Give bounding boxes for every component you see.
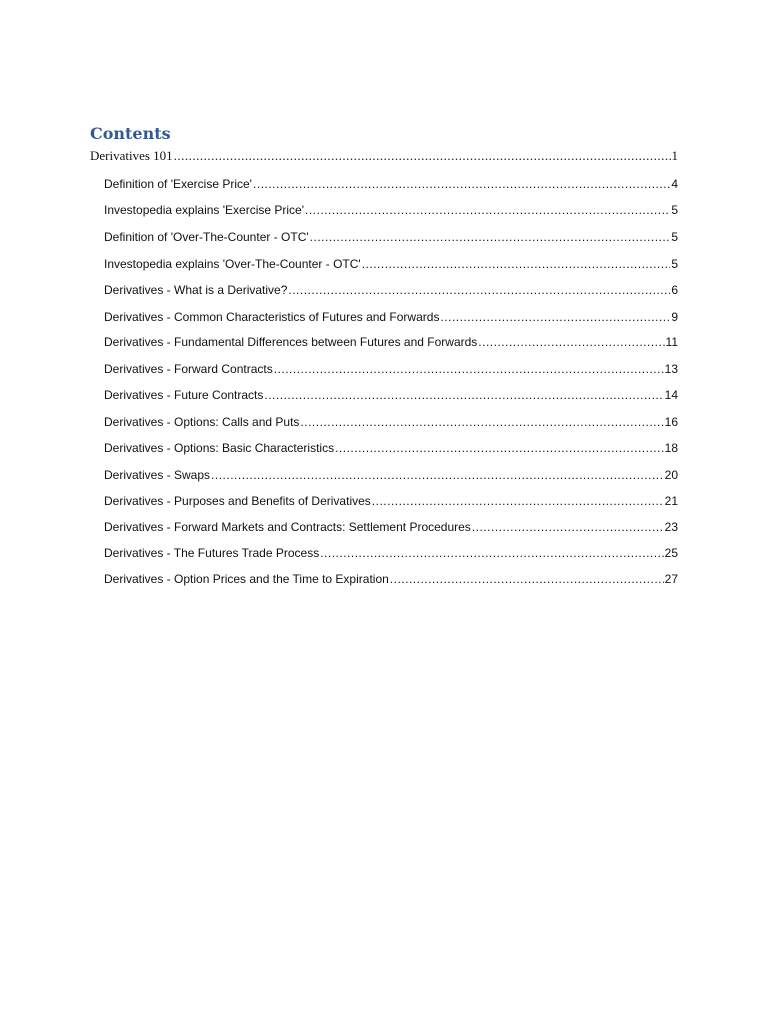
toc-dot-leader (211, 466, 664, 484)
toc-entry-title: Derivatives - Options: Calls and Puts (104, 415, 300, 429)
toc-entry-title: Derivatives - The Futures Trade Process (104, 546, 320, 560)
toc-page-number: 23 (664, 520, 678, 534)
toc-page-number: 5 (671, 203, 678, 217)
toc-entry-settlement-procedures[interactable] (104, 518, 678, 536)
toc-entry-title: Derivatives - Forward Contracts (104, 362, 273, 376)
toc-entry-title: Definition of 'Exercise Price' (104, 177, 252, 191)
toc-entry-future-contracts[interactable] (104, 386, 678, 404)
toc-page-number: 9 (671, 310, 678, 324)
toc-page-number: 20 (664, 468, 678, 482)
toc-dot-leader (478, 333, 664, 351)
toc-entry-options-calls-puts[interactable] (104, 413, 678, 431)
toc-entry-title: Derivatives - What is a Derivative? (104, 283, 288, 297)
toc-dot-leader (335, 439, 664, 457)
toc-entry-title: Derivatives - Purposes and Benefits of Derivatives (104, 494, 371, 508)
toc-entry-title: Investopedia explains 'Over-The-Counter - OTC' (104, 257, 361, 271)
toc-page-number: 13 (664, 362, 678, 376)
toc-entry-title: Derivatives - Forward Markets and Contracts: Settlement Procedures (104, 520, 471, 534)
toc-dot-leader (362, 255, 671, 273)
toc-entry-title: Derivatives - Fundamental Differences between Futures and Forwards (104, 335, 478, 349)
toc-dot-leader (372, 492, 664, 510)
toc-dot-leader (305, 201, 670, 219)
toc-dot-leader (274, 360, 664, 378)
toc-entry-title: Derivatives 101 (90, 148, 173, 163)
toc-dot-leader (390, 570, 664, 588)
toc-entry-investopedia-otc[interactable] (104, 255, 678, 273)
toc-page-number: 6 (671, 283, 678, 297)
toc-entry-purposes-benefits[interactable] (104, 492, 678, 510)
toc-page-number: 27 (664, 572, 678, 586)
toc-page-number: 5 (671, 257, 678, 271)
toc-page-number: 16 (664, 415, 678, 429)
toc-entry-forward-contracts[interactable] (104, 360, 678, 378)
toc-page-number: 4 (671, 177, 678, 191)
toc-dot-leader (472, 518, 664, 536)
toc-entry-futures-trade-process[interactable] (104, 544, 678, 562)
toc-entry-title: Derivatives - Swaps (104, 468, 211, 482)
toc-entry-investopedia-exercise-price[interactable] (104, 201, 678, 219)
toc-dot-leader (253, 175, 670, 193)
toc-dot-leader (300, 413, 663, 431)
toc-entry-title: Investopedia explains 'Exercise Price' (104, 203, 305, 217)
toc-dot-leader (174, 147, 671, 165)
toc-entry-title: Definition of 'Over-The-Counter - OTC' (104, 230, 309, 244)
toc-entry-title: Derivatives - Option Prices and the Time to Expiration (104, 572, 389, 586)
toc-heading: Contents (90, 124, 171, 143)
toc-entry-fundamental-differences[interactable] (104, 333, 678, 351)
toc-page-number: 1 (671, 148, 678, 163)
toc-page-number: 5 (671, 230, 678, 244)
toc-page-number: 14 (664, 388, 678, 402)
toc-dot-leader (264, 386, 663, 404)
toc-entry-common-characteristics[interactable] (104, 308, 678, 326)
toc-page-number: 25 (664, 546, 678, 560)
toc-page-number: 11 (665, 335, 678, 349)
toc-entry-title: Derivatives - Options: Basic Characteristics (104, 441, 335, 455)
toc-dot-leader (320, 544, 663, 562)
toc-entry-definition-otc[interactable] (104, 228, 678, 246)
toc-entry-definition-exercise-price[interactable] (104, 175, 678, 193)
toc-dot-leader (440, 308, 670, 326)
toc-entry-title: Derivatives - Future Contracts (104, 388, 264, 402)
toc-entry-option-prices-expiration[interactable] (104, 570, 678, 588)
toc-dot-leader (288, 281, 670, 299)
toc-dot-leader (310, 228, 671, 246)
toc-entry-title: Derivatives - Common Characteristics of Futures and Forwards (104, 310, 440, 324)
toc-entry-swaps[interactable] (104, 466, 678, 484)
toc-entry-derivatives-101[interactable] (90, 147, 678, 165)
toc-page-number: 18 (664, 441, 678, 455)
toc-entry-what-is-derivative[interactable] (104, 281, 678, 299)
toc-page-number: 21 (664, 494, 678, 508)
toc-entry-options-basic-characteristics[interactable] (104, 439, 678, 457)
